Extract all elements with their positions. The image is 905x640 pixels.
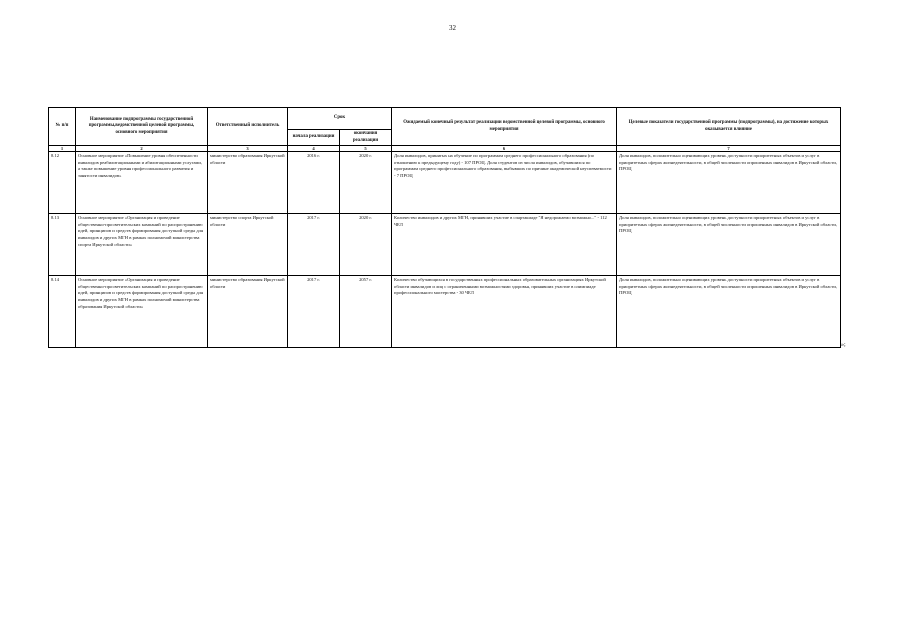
header-term-end: окончания реализации (340, 130, 392, 146)
column-number: 1 (49, 146, 76, 152)
table-row (49, 214, 841, 276)
row-end: 2020 г. (340, 214, 392, 276)
row-indicators: Доля инвалидов, положительно оценивающих уровень доступности приоритетных объектов и услуг в приоритетных сферах жизнедеятельности, в общей численности опрошенных инвалидов в Иркутской области, ПРОЦ (617, 276, 841, 348)
page-number: 32 (449, 24, 456, 32)
row-end: 2057 г. (340, 276, 392, 348)
header-indicators: Целевые показатели государственной программы (подпрограммы), на достижение которых оказывается влияние (617, 108, 841, 146)
row-result: Доля инвалидов, принятых на обучение по программам среднего профессионального образования (по отношению к предыдущему году) - 107 ПРОЦ. Доля студентов из числа инвалидов, обучавшихся по программам среднего профессионального образования, выбывших по причине академической неуспеваемости - 7 ПРОЦ (392, 152, 617, 214)
row-num: 8.13 (49, 214, 76, 276)
row-executor: министерство спорта Иркутской области (208, 214, 288, 276)
closing-quote-mark: »; (841, 342, 846, 348)
row-executor: министерство образования Иркутской области (208, 152, 288, 214)
header-name: Наименование подпрограммы государственной программы,ведомственной целевой программы, основного мероприятия (76, 108, 208, 146)
row-num: 8.14 (49, 276, 76, 348)
header-term-start: начала реализации (288, 130, 340, 146)
column-number: 3 (208, 146, 288, 152)
row-start: 2016 г. (288, 152, 340, 214)
row-end: 2020 г. (340, 152, 392, 214)
row-name: Основное мероприятие «Повышение уровня обеспеченности инвалидов реабилитационными и абилитационными услугами, а также повышение уровня профессионального развития и занятости инвалидов» (76, 152, 208, 214)
table-row (49, 276, 841, 348)
column-number: 5 (340, 146, 392, 152)
table-row (49, 152, 841, 214)
column-number: 2 (76, 146, 208, 152)
row-name: Основное мероприятие «Организация и проведение общественно-просветительских кампаний по распространению идей, принципов и средств формирования доступной среды для инвалидов и других МГН в рамках полномочий министерства образования Иркутской области» (76, 276, 208, 348)
row-executor: министерство образования Иркутской области (208, 276, 288, 348)
row-start: 2017 г. (288, 276, 340, 348)
header-term: Срок (288, 108, 392, 130)
row-start: 2017 г. (288, 214, 340, 276)
header-num: № п/п (49, 108, 76, 146)
header-row (49, 108, 841, 130)
header-result: Ожидаемый конечный результат реализации ведомственной целевой программы, основного мероприятия (392, 108, 617, 146)
row-result: Количество инвалидов и других МГН, принявших участие в спартакиаде "Я недорожаемо возможно..." - 112 ЧЕЛ (392, 214, 617, 276)
row-num: 8.12 (49, 152, 76, 214)
header-executor: Ответственный исполнитель (208, 108, 288, 146)
column-number: 6 (392, 146, 617, 152)
row-name: Основное мероприятие «Организация и проведение общественно-просветительских кампаний по распространению идей, принципов и средств формирования доступной среды для инвалидов и других МГН в рамках полномочий министерства спорта Иркутской области» (76, 214, 208, 276)
program-activities-table (48, 107, 841, 348)
row-indicators: Доля инвалидов, положительно оценивающих уровень доступности приоритетных объектов и услуг в приоритетных сферах жизнедеятельности, в общей численности опрошенных инвалидов в Иркутской области, ПРОЦ (617, 214, 841, 276)
row-indicators: Доля инвалидов, положительно оценивающих уровень доступности приоритетных объектов и услуг в приоритетных сферах жизнедеятельности, в общей численности опрошенных инвалидов в Иркутской области, ПРОЦ (617, 152, 841, 214)
column-number: 7 (617, 146, 841, 152)
row-result: Количество обучающихся в государственных профессиональных образовательных организациях Иркутской области инвалидов и лиц с ограниченными возможностями здоровья, принявших участие в олимпиаде профессионального мастерства - 30 ЧЕЛ (392, 276, 617, 348)
column-number: 4 (288, 146, 340, 152)
